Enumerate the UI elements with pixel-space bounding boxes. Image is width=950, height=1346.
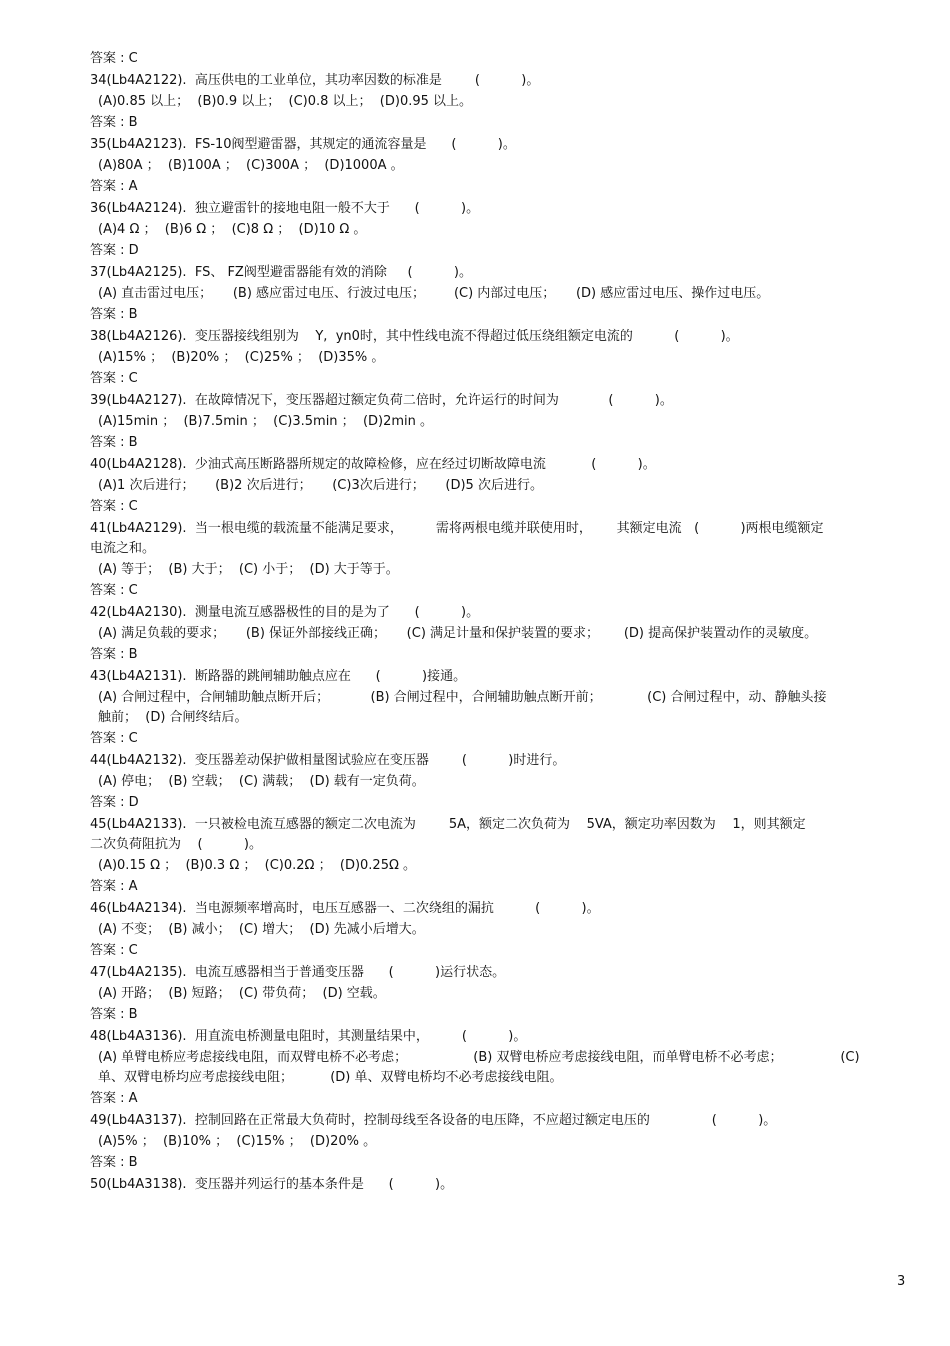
question-text: 46(Lb4A2134). 当电源频率增高时，电压互感器一、二次绕组的漏抗 ( )。 — [90, 901, 600, 916]
question-options: (A)0.15 Ω ； (B)0.3 Ω ； (C)0.2Ω ； (D)0.25Ω 。 — [98, 858, 417, 873]
question-options: (A) 单臂电桥应考虑接线电阻，而双臂电桥不必考虑； (B) 双臂电桥应考虑接线电阻，而单臂电桥不必考虑； (C) 单、双臂电桥均应考虑接线电阻； (D) 单、双臂电桥均不必考虑接线电阻。 — [98, 1050, 860, 1085]
answer-line: 答案 : D — [90, 795, 139, 810]
question-list — [90, 48, 904, 1195]
question-text: 42(Lb4A2130). 测量电流互感器极性的目的是为了 ( )。 — [90, 605, 480, 620]
question-options: (A)5% ； (B)10% ； (C)15% ； (D)20% 。 — [98, 1134, 377, 1149]
answer-line: 答案 : C — [90, 943, 138, 958]
question-text: 41(Lb4A2129). 当一根电缆的载流量不能满足要求， 需将两根电缆并联使用时， 其额定电流 ( )两根电缆额定 电流之和。 — [90, 521, 824, 556]
answer-line: 答案 : B — [90, 307, 138, 322]
page-number: 3 — [897, 1274, 906, 1289]
answer-line: 答案 : A — [90, 1091, 138, 1106]
question-options: (A) 等于； (B) 大于； (C) 小于； (D) 大于等于。 — [98, 562, 399, 577]
answer-line: 答案 : C — [90, 499, 138, 514]
question-options: (A)1 次后进行； (B)2 次后进行； (C)3次后进行； (D)5 次后进行。 — [98, 478, 543, 493]
answer-line: 答案 : C — [90, 371, 138, 386]
question-text: 35(Lb4A2123). FS-10阀型避雷器，其规定的通流容量是 ( )。 — [90, 137, 516, 152]
question-options: (A) 满足负载的要求； (B) 保证外部接线正确； (C) 满足计量和保护装置的要求； (D) 提高保护装置动作的灵敏度。 — [98, 626, 818, 641]
question-text: 49(Lb4A3137). 控制回路在正常最大负荷时，控制母线至各设备的电压降，不应超过额定电压的 ( )。 — [90, 1113, 777, 1128]
answer-line: 答案 : C — [90, 51, 138, 66]
question-options: (A) 停电； (B) 空载； (C) 满载； (D) 载有一定负荷。 — [98, 774, 425, 789]
question-options: (A)80A ； (B)100A ； (C)300A ； (D)1000A 。 — [98, 158, 404, 173]
question-options: (A) 开路； (B) 短路； (C) 带负荷； (D) 空载。 — [98, 986, 386, 1001]
question-text: 50(Lb4A3138). 变压器并列运行的基本条件是 ( )。 — [90, 1177, 454, 1192]
question-text: 36(Lb4A2124). 独立避雷针的接地电阻一般不大于 ( )。 — [90, 201, 480, 216]
question-options: (A)15min ； (B)7.5min ； (C)3.5min ； (D)2min 。 — [98, 414, 434, 429]
answer-line: 答案 : A — [90, 879, 138, 894]
answer-line: 答案 : B — [90, 435, 138, 450]
question-text: 39(Lb4A2127). 在故障情况下，变压器超过额定负荷二倍时，允许运行的时间为 ( )。 — [90, 393, 673, 408]
question-text: 38(Lb4A2126). 变压器接线组别为 Y, yn0时，其中性线电流不得超过低压绕组额定电流的 ( )。 — [90, 329, 739, 344]
question-text: 45(Lb4A2133). 一只被检电流互感器的额定二次电流为 5A，额定二次负荷为 5VA，额定功率因数为 1，则其额定 二次负荷阻抗为 ( )。 — [90, 817, 806, 852]
answer-line: 答案 : B — [90, 115, 138, 130]
question-options: (A)15% ； (B)20% ； (C)25% ； (D)35% 。 — [98, 350, 385, 365]
question-options: (A) 合闸过程中，合闸辅助触点断开后； (B) 合闸过程中，合闸辅助触点断开前； (C) 合闸过程中，动、静触头接 触前； (D) 合闸终结后。 — [98, 690, 827, 725]
question-options: (A) 不变； (B) 减小； (C) 增大； (D) 先减小后增大。 — [98, 922, 425, 937]
question-text: 43(Lb4A2131). 断路器的跳闸辅助触点应在 ( )接通。 — [90, 669, 467, 684]
question-options: (A)4 Ω ； (B)6 Ω ； (C)8 Ω ； (D)10 Ω 。 — [98, 222, 367, 237]
question-options: (A) 直击雷过电压； (B) 感应雷过电压、行波过电压； (C) 内部过电压； (D) 感应雷过电压、操作过电压。 — [98, 286, 770, 301]
answer-line: 答案 : A — [90, 179, 138, 194]
answer-line: 答案 : B — [90, 1155, 138, 1170]
question-text: 40(Lb4A2128). 少油式高压断路器所规定的故障检修，应在经过切断故障电流 ( )。 — [90, 457, 656, 472]
question-text: 34(Lb4A2122). 高压供电的工业单位，其功率因数的标准是 ( )。 — [90, 73, 540, 88]
question-options: (A)0.85 以上； (B)0.9 以上； (C)0.8 以上； (D)0.95 以上。 — [98, 94, 473, 109]
question-text: 44(Lb4A2132). 变压器差动保护做相量图试验应在变压器 ( )时进行。 — [90, 753, 566, 768]
answer-line: 答案 : D — [90, 243, 139, 258]
question-text: 47(Lb4A2135). 电流互感器相当于普通变压器 ( )运行状态。 — [90, 965, 506, 980]
question-text: 48(Lb4A3136). 用直流电桥测量电阻时，其测量结果中， ( )。 — [90, 1029, 527, 1044]
question-text: 37(Lb4A2125). FS、 FZ阀型避雷器能有效的消除 ( )。 — [90, 265, 472, 280]
answer-line: 答案 : C — [90, 583, 138, 598]
answer-line: 答案 : B — [90, 647, 138, 662]
answer-line: 答案 : C — [90, 731, 138, 746]
answer-line: 答案 : B — [90, 1007, 138, 1022]
